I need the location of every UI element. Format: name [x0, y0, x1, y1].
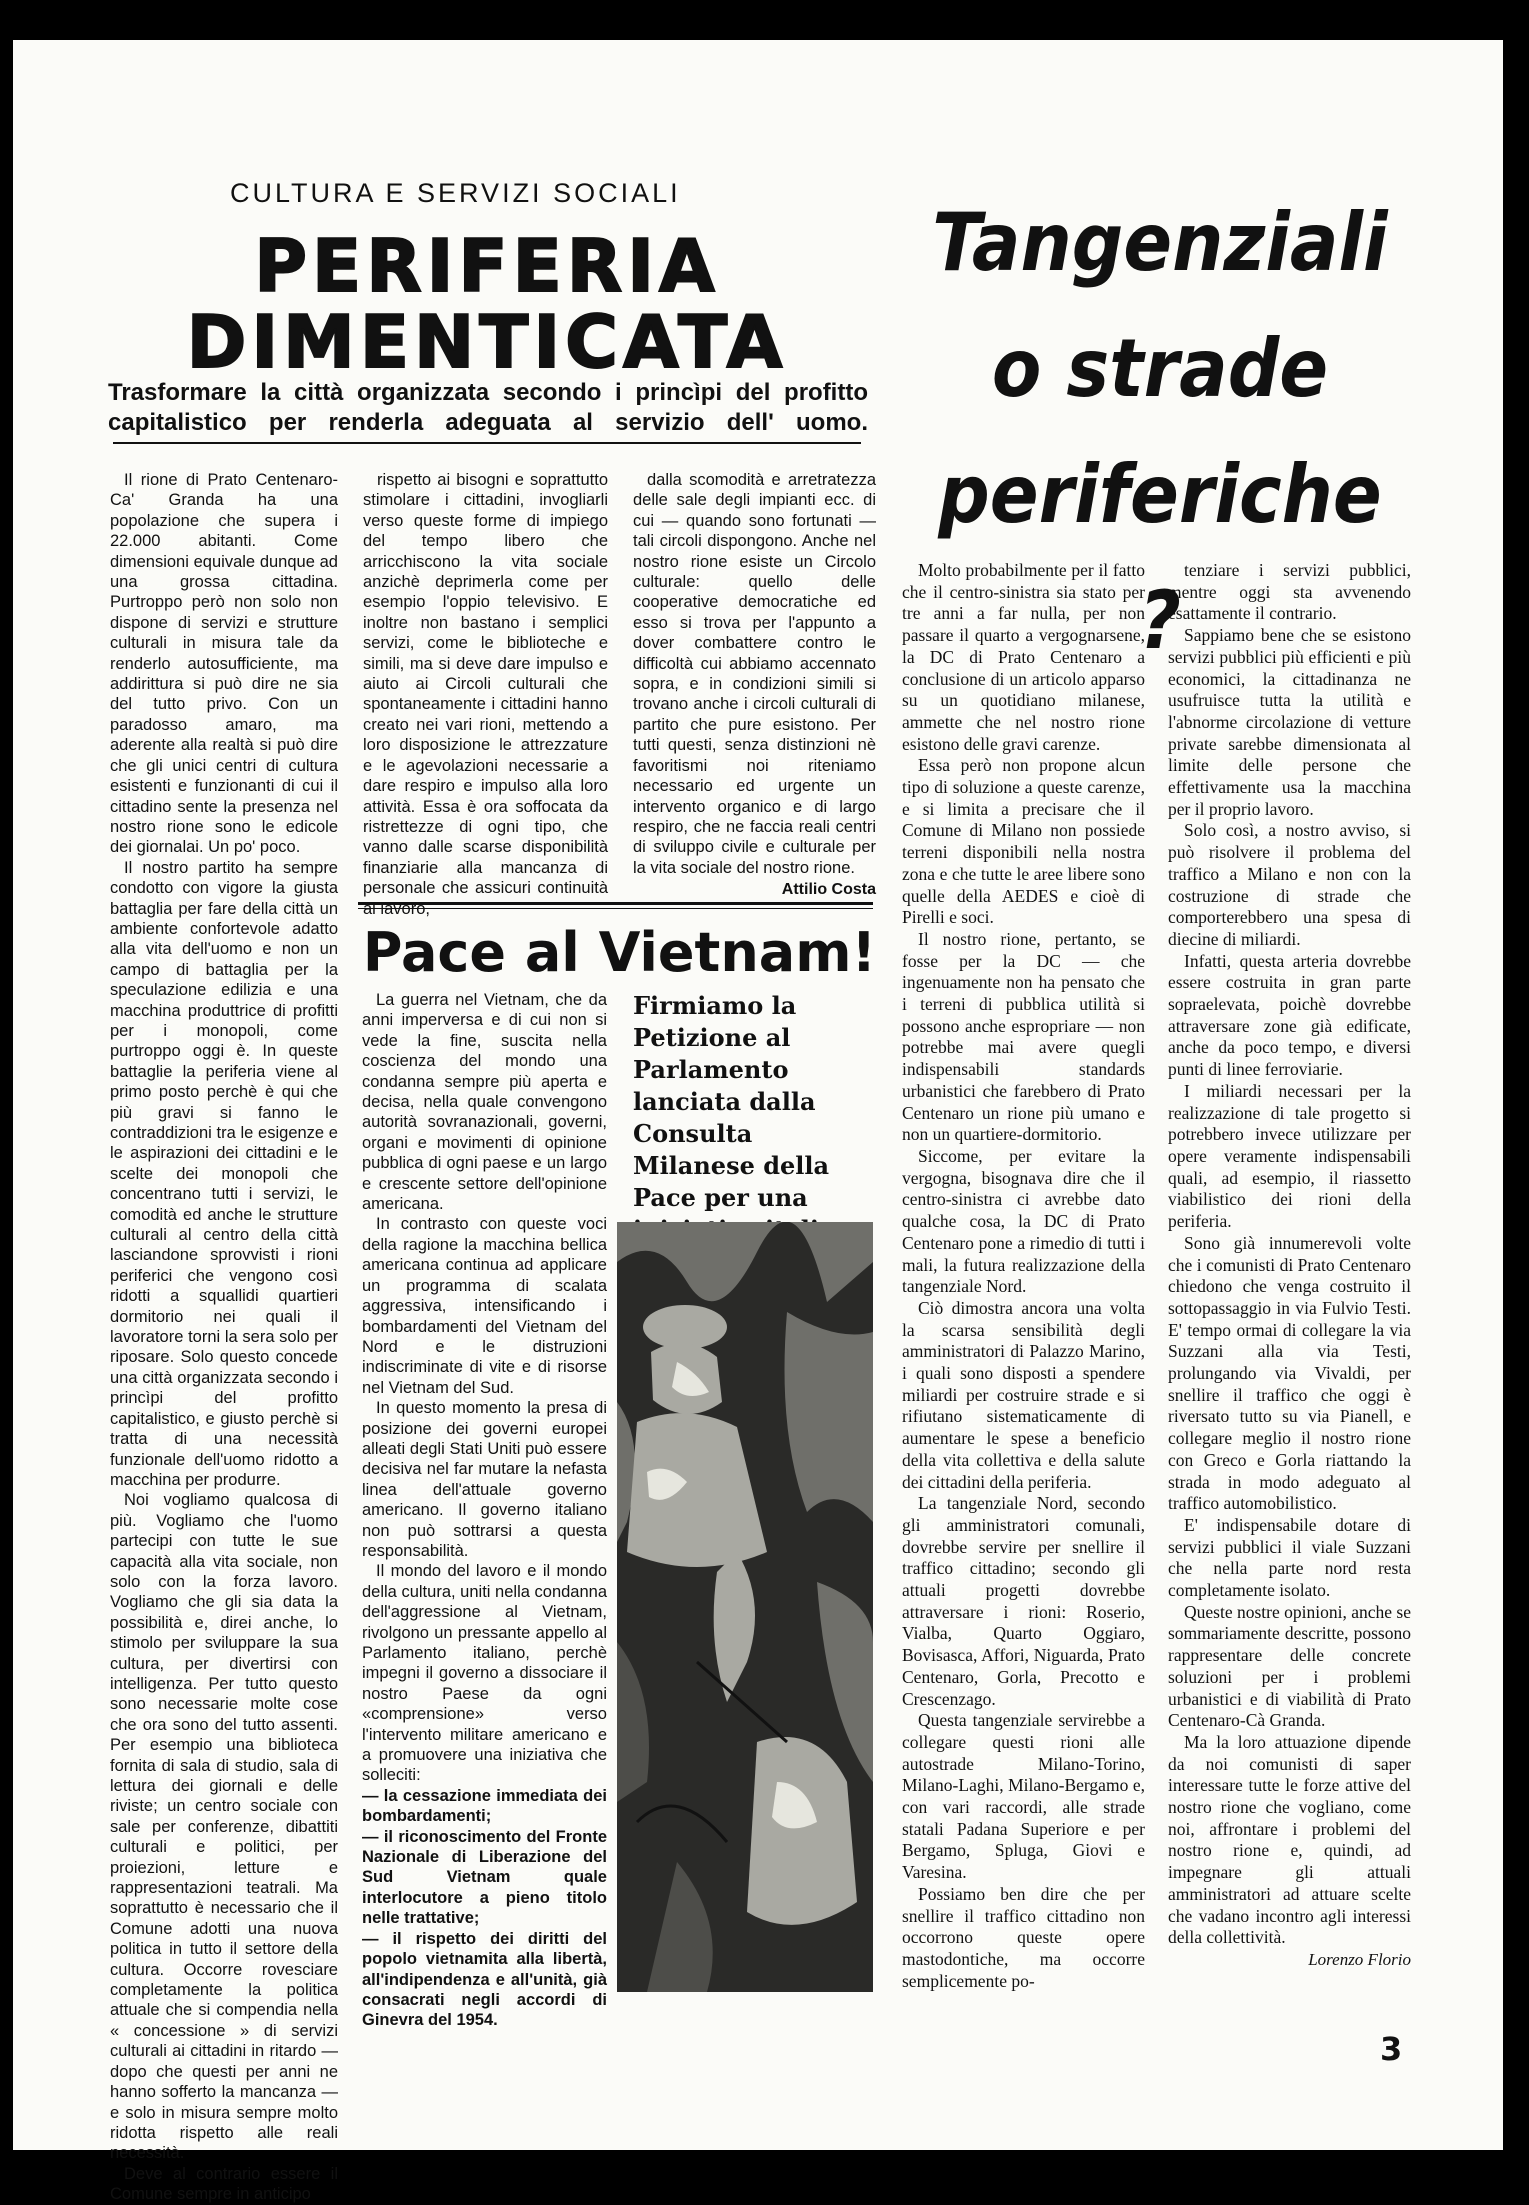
paragraph: Solo così, a nostro avviso, si può risolvere il problema del traffico a Milano e non con la costruzione di strade che comporterebbero una spesa di diecine di miliardi. [1168, 820, 1411, 949]
paragraph: In questo momento la presa di posizione dei governi europei alleati degli Stati Uniti può essere decisiva nel far mutare la nefasta linea dell'attuale governo americano. Il governo italiano non può sottrarsi a questa responsabilità. [362, 1399, 607, 1560]
tangenziali-column-2 [1168, 560, 1411, 1971]
headline-line-2: DIMENTICATA [186, 300, 788, 384]
paragraph: Noi vogliamo qualcosa di più. Vogliamo che l'uomo partecipi con tutte le sue capacità alla vita sociale, non solo con la forza lavoro. Vogliamo che gli sia data la possibilità e, direi anche, lo stimolo per sviluppare la sua cultura, per divertirsi con intelligenza. Per tutto questo sono necessarie molte cose che ora sono del tutto assenti. Per esempio una biblioteca fornita di sala di studio, sala di lettura dei giornali e delle riviste; un centro sociale con sale per conferenze, dibattiti culturali e politici, per proiezioni, letture e rappresentazioni teatrali. Ma soprattutto è necessario che il Comune adotti una nuova politica in tutto il settore della cultura. Occorre rovesciare completamente la politica attuale che si compendia nella « concessione » di servizi culturali ai cittadini in ritardo — dopo che questi per anni ne hanno sofferto la mancanza — e solo in misura sempre molto ridotta rispetto alle reali necessità. [110, 1491, 338, 2163]
paragraph: Ciò dimostra ancora una volta la scarsa sensibilità degli amministratori di Palazzo Marino, i quali sono disposti a spendere miliardi per costruire strade e si rifiutano sistematicamente di aumentare le spese a beneficio della vita collettiva e della salute dei cittadini della periferia. [902, 1297, 1145, 1492]
tangenziali-title-line-2: o strade [991, 322, 1329, 415]
demand-item: — il rispetto dei diritti del popolo vietnamita alla libertà, all'indipendenza e all'unità, già consacrati negli accordi di Ginevra del 1954. [362, 1929, 607, 2030]
article1-signature: Attilio Costa [781, 881, 876, 899]
headline-line-1: PERIFERIA [254, 224, 720, 308]
paragraph: Siccome, per evitare la vergogna, bisognava dire che il centro-sinistra ci avrebbe dato qualche cosa, la DC di Prato Centenaro pone a rimedio di tutti i mali, la futura realizzazione della tangenziale Nord. [902, 1145, 1145, 1297]
paragraph: Possiamo ben dire che per snellire il traffico cittadino non occorrono queste opere mastodontiche, ma occorre semplicemente po- [902, 1883, 1145, 1991]
paragraph: Sappiamo bene che se esistono servizi pubblici più efficienti e più economici, la cittadinanza ne usufruisce tutta la utilità e l'abnorme circolazione di vetture private sarebbe dimensionata al limite delle persone che effettivamente usa la macchina per il proprio lavoro. [1168, 625, 1411, 819]
paragraph: Deve al contrario essere il Comune sempre in anticipo [110, 2164, 338, 2204]
paragraph: La tangenziale Nord, secondo gli amministratori comunali, dovrebbe servire per snellire il traffico cittadino; secondo gli attuali progetti dovrebbe attraversare i rioni: Roserio, Vialba, Quarto Oggiaro, Bovisasca, Affori, Niguarda, Prato Centenaro, Gorla, Precotto e Crescenzago. [902, 1493, 1145, 1709]
section-divider [358, 902, 873, 905]
tangenziali-column-1 [902, 560, 1145, 1992]
paragraph: Il nostro rione, pertanto, se fosse per la DC — che ingenuamente non ha pensato che i terreni di pubblica utilità si possono anche espropriare — non potrebbe mai avere quegli indispensabili standards urbanistici che farebbero di Prato Centenaro un rione più umano e non un quartiere-dormitorio. [902, 928, 1145, 1145]
demand-item: — la cessazione immediata dei bombardamenti; [362, 1786, 607, 1826]
tangenziali-title-line-1: Tangenziali [932, 196, 1388, 289]
paragraph: Molto probabilmente per il fatto che il centro-sinistra sia stato per tre anni a far nulla, per non passare il quarto a vergognarsene, la DC di Prato Centenaro a conclusione di un articolo apparso su un quotidiano milanese, ammette che nel nostro rione esistono delle gravi carenze. [902, 560, 1145, 754]
demand-item: — il riconoscimento del Fronte Nazionale di Liberazione del Sud Vietnam quale interlocutore a pieno titolo nelle trattative; [362, 1827, 607, 1928]
vietnam-column [362, 990, 607, 2031]
paragraph: rispetto ai bisogni e soprattutto stimolare i cittadini, invogliarli verso queste forme di impiego del tempo libero che arricchiscono la vita sociale anzichè deprimerla come per esempio l'oppio televisivo. E inoltre non bastano i semplici servizi, come le biblioteche e simili, ma si deve dare impulso e aiuto ai Circoli culturali che spontaneamente i cittadini hanno creato nei vari rioni, mettendo a loro disposizione le attrezzature e le agevolazioni necessarie a dare respiro e impulso alla loro attività. Essa è ora soffocata da ristrettezze di ogni tipo, che vanno dalle scarse disponibilità finanziarie alla mancanza di personale che assicuri continuità al lavoro, [363, 471, 608, 918]
paragraph: Queste nostre opinioni, anche se sommariamente descritte, possono rappresentare delle concrete soluzioni per i problemi urbanistici e di viabilità di Prato Centenaro-Cà Granda. [1168, 1601, 1411, 1731]
petition-callout: Firmiamo la Petizione al Parlamento lanciata dalla Consulta Milanese della Pace per una [633, 991, 830, 1212]
deck-subtitle: Trasformare la città organizzata secondo i princìpi del profitto capitalistico per renderla adeguata al servizio dell' uomo. [108, 379, 868, 436]
paragraph: I miliardi necessari per la realizzazione di tale progetto si potrebbero invece utilizzare per opere veramente indispensabili quali, ad esempio, il riassetto viabilistico dei rioni della periferia. [1168, 1080, 1411, 1232]
paragraph: Sono già innumerevoli volte che i comunisti di Prato Centenaro chiedono che venga costruito il sottopassaggio in via Fulvio Testi. E' tempo ormai di collegare la via Suzzani alla via Testi, prolungando via Vivaldi, per snellire il traffico che oggi è riversato tutto su via Pianell, e collegare meglio il nostro rione con Greco e Gorla riattando la strada in modo adeguato al traffico automobilistico. [1168, 1232, 1411, 1514]
deck-rule [113, 442, 861, 444]
paragraph: E' indispensabile dotare di servizi pubblici il viale Suzzani che nella parte nord resta completamente isolato. [1168, 1514, 1411, 1601]
paragraph: Questa tangenziale servirebbe a collegare questi rioni alle autostrade Milano-Torino, Milano-Laghi, Milano-Bergamo e, con vari raccordi, alle strade statali Padana Superiore e per Bergamo, Spluga, Giovi e Varesina. [902, 1710, 1145, 1883]
paragraph: Il rione di Prato Centenaro-Ca' Granda ha una popolazione che supera i 22.000 abitanti. Come dimensioni equivale dunque ad una grossa cittadina. Purtroppo però non solo non dispone di servizi e strutture culturali in misura tale da renderlo autosufficiente, ma addirittura si può dire ne sia del tutto privo. Con un paradosso amaro, ma aderente alla realtà si può dire che gli unici centri di cultura esistenti e funzionanti di cui il cittadino sente la presenza nel nostro rione sono le edicole dei giornalai. Un po' poco. [110, 471, 338, 857]
tangenziali-title-line-3: periferiche ? [938, 448, 1382, 667]
article1-column-1 [110, 470, 338, 2205]
paragraph: tenziare i servizi pubblici, mentre oggi sta avvenendo esattamente il contrario. [1168, 560, 1411, 624]
paragraph: Il mondo del lavoro e il mondo della cultura, uniti nella condanna dell'aggressione al Vietnam, rivolgono un pressante appello al Parlamento italiano, perchè impegni il governo a dissociare il nostro Paese da ogni «comprensione» verso l'intervento militare americano e a promuovere una iniziativa che solleciti: [362, 1562, 607, 1785]
section-divider-thin [358, 908, 873, 909]
vietnam-title: Pace al Vietnam! [362, 921, 877, 984]
section-kicker: CULTURA E SERVIZI SOCIALI [230, 178, 681, 208]
page-number: 3 [1380, 2030, 1403, 2068]
paragraph: In contrasto con queste voci della ragione la macchina bellica americana continua ad applicare un programma di scalata aggressiva, intensificando i bombardamenti del Vietnam del Nord e le distruzioni indiscriminate di vite e di risorse nel Vietnam del Sud. [362, 1215, 607, 1397]
article1-column-3 [633, 470, 876, 901]
paragraph: Ma la loro attuazione dipende da noi comunisti di saper interessare tutte le forze attive del nostro rione che vogliano, come noi, affrontare i problemi del nostro rione e, quindi, ad impegnare gli attuali amministratori ad attuare scelte che vadano incontro agli interessi della collettività. [1168, 1731, 1411, 1948]
paragraph: Il nostro partito ha sempre condotto con vigore la giusta battaglia per fare della città un ambiente confortevole adatto alla vita dell'uomo e non un campo di battaglia per la speculazione edilizia e una macchina produttrice di profitti per i monopoli, come purtroppo oggi è. In queste battaglie la periferia viene al primo posto perchè è qui che più gravi si fanno le contraddizioni tra le esigenze e le aspirazioni dei cittadini e le scelte dei monopoli che concentrano tutti i servizi, le comodità ed anche le strutture culturali al centro della città lasciandone sprovvisti i rioni periferici che vengono così ridotti a squallidi quartieri dormitorio nei quali il lavoratore torni la sera solo per riposare. Solo questo concede una città organizzata secondo i princìpi del profitto capitalistico, e giusto perchè si tratta di una necessità funzionale dell'uomo ridotto a macchina per produrre. [110, 858, 338, 1489]
paragraph: dalla scomodità e arretratezza delle sale degli impianti ecc. di cui — quando sono fortunati — tali circoli dispongono. Anche nel nostro rione esiste un Circolo culturale: quello delle cooperative democratiche ed esso si trova per l'appunto a dover combattere contro le difficoltà cui abbiamo accennato sopra, e in condizioni simili si trovano anche i circoli culturali di partito che pure esistono. Per tutti questi, senza distinzioni nè favoritismi noi riteniamo necessario ed urgente un intervento organico e di largo respiro, che ne faccia reali centri di sviluppo civile e culturale per la vita sociale del nostro rione. [633, 471, 876, 877]
headline [142, 224, 832, 384]
paragraph: Essa però non propone alcun tipo di soluzione a queste carenze, e si limita a precisare che il Comune di Milano non possiede terreni disponibili nella nostra zona e che tutte le aree libere sono quelle della AEDES e cioè di Pirelli e soci. [902, 755, 1145, 928]
paragraph: Infatti, questa arteria dovrebbe essere costruita in gran parte sopraelevata, poichè dovrebbe attraversare zone già edificate, anche da poco tempo, e diversi punti di linee ferroviarie. [1168, 950, 1411, 1080]
paragraph: La guerra nel Vietnam, che da anni imperversa e di cui non si vede la fine, suscita nella coscienza del mondo una condanna sempre più aperta e decisa, nella quale convengono autorità sovranazionali, governi, organi e movimenti di opinione pubblica di ogni paese e un largo e crescente settore dell'opinione americana. [362, 991, 607, 1214]
vietnam-soldier-photo [617, 1222, 873, 1992]
tangenziali-signature: Lorenzo Florio [1308, 1950, 1411, 1969]
article1-column-2 [363, 470, 608, 919]
